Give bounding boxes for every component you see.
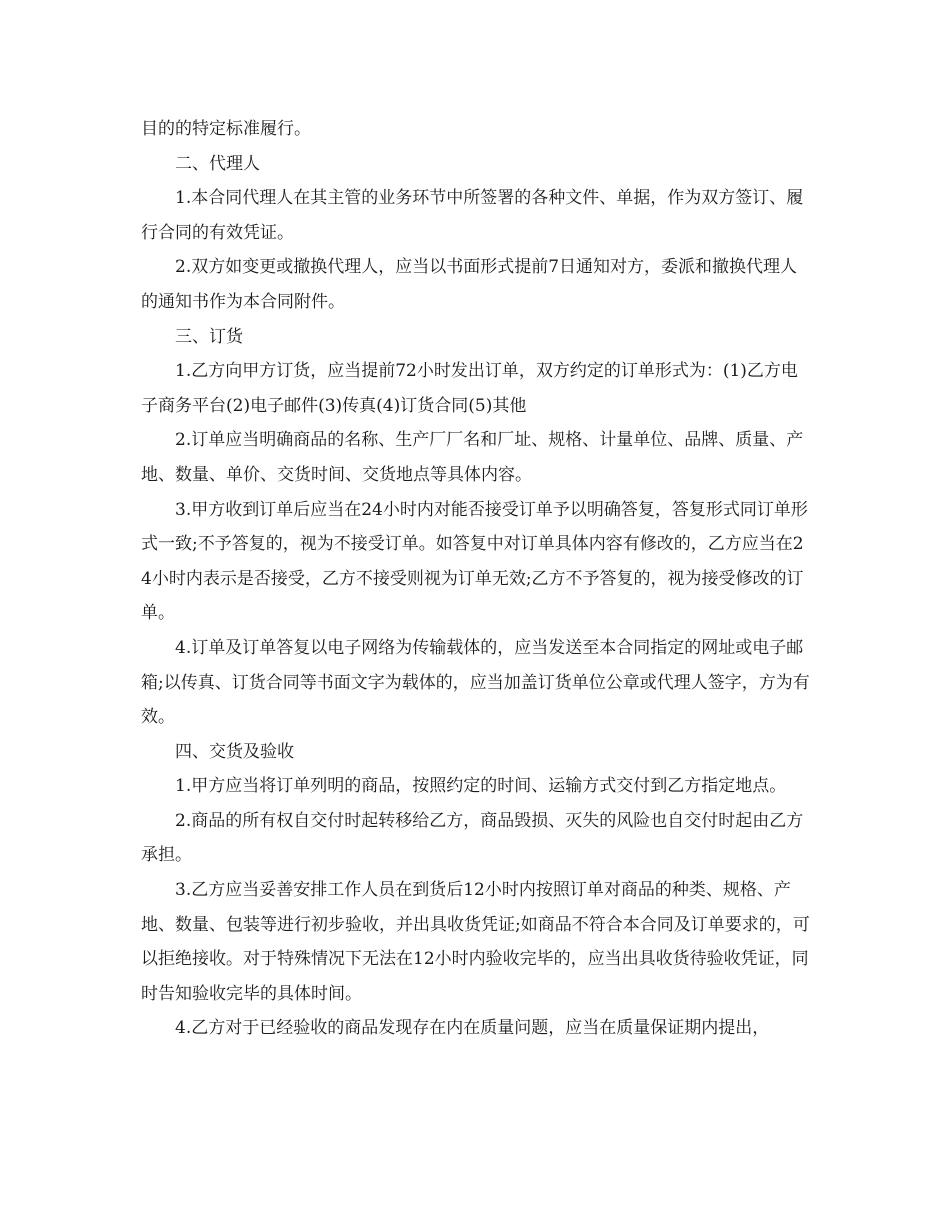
section-heading-agent: 二、代理人	[175, 153, 260, 174]
paragraph-delivery-2: 2.商品的所有权自交付时起转移给乙方，商品毁损、灭失的风险也自交付时起由乙方承担。	[141, 810, 804, 866]
paragraph-ordering-3: 3.甲方收到订单后应当在24小时内对能否接受订单予以明确答复，答复形式同订单形式一致;不予答复的，视为不接受订单。如答复中对订单具体内容有修改的，乙方应当在24小时内表示是否接受，乙方不接受则视为订单无效;乙方不予答复的，视为接受修改的订单。	[141, 499, 808, 624]
document-body	[141, 112, 813, 1046]
paragraph-ordering-2: 2.订单应当明确商品的名称、生产厂厂名和厂址、规格、计量单位、品牌、质量、产地、数量、单价、交货时间、交货地点等具体内容。	[141, 430, 804, 485]
section-heading-delivery: 四、交货及验收	[175, 741, 294, 762]
paragraph-delivery-3: 3.乙方应当妥善安排工作人员在到货后12小时内按照订单对商品的种类、规格、产地、数量、包装等进行初步验收，并出具收货凭证;如商品不符合本合同及订单要求的，可以拒绝接收。对于特殊情况下无法在12小时内验收完毕的，应当出具收货待验收凭证，同时告知验收完毕的具体时间。	[141, 880, 810, 1004]
paragraph-agent-1: 1.本合同代理人在其主管的业务环节中所签署的各种文件、单据，作为双方签订、履行合同的有效凭证。	[141, 188, 804, 243]
paragraph-agent-2: 2.双方如变更或撤换代理人，应当以书面形式提前7日通知对方，委派和撤换代理人的通知书作为本合同附件。	[141, 257, 798, 312]
paragraph-ordering-1: 1.乙方向甲方订货，应当提前72小时发出订单，双方约定的订单形式为：(1)乙方电子商务平台(2)电子邮件(3)传真(4)订货合同(5)其他	[141, 361, 798, 416]
paragraph-delivery-1: 1.甲方应当将订单列明的商品，按照约定的时间、运输方式交付到乙方指定地点。	[175, 776, 787, 797]
paragraph-ordering-4: 4.订单及订单答复以电子网络为传输载体的，应当发送至本合同指定的网址或电子邮箱;以传真、订货合同等书面文字为载体的，应当加盖订货单位公章或代理人签字，方为有效。	[141, 637, 810, 728]
paragraph-continuation: 目的的特定标准履行。	[141, 119, 311, 139]
section-heading-ordering: 三、订货	[175, 326, 243, 347]
paragraph-delivery-4: 4.乙方对于已经验收的商品发现存在内在质量问题，应当在质量保证期内提出，	[175, 1018, 770, 1039]
